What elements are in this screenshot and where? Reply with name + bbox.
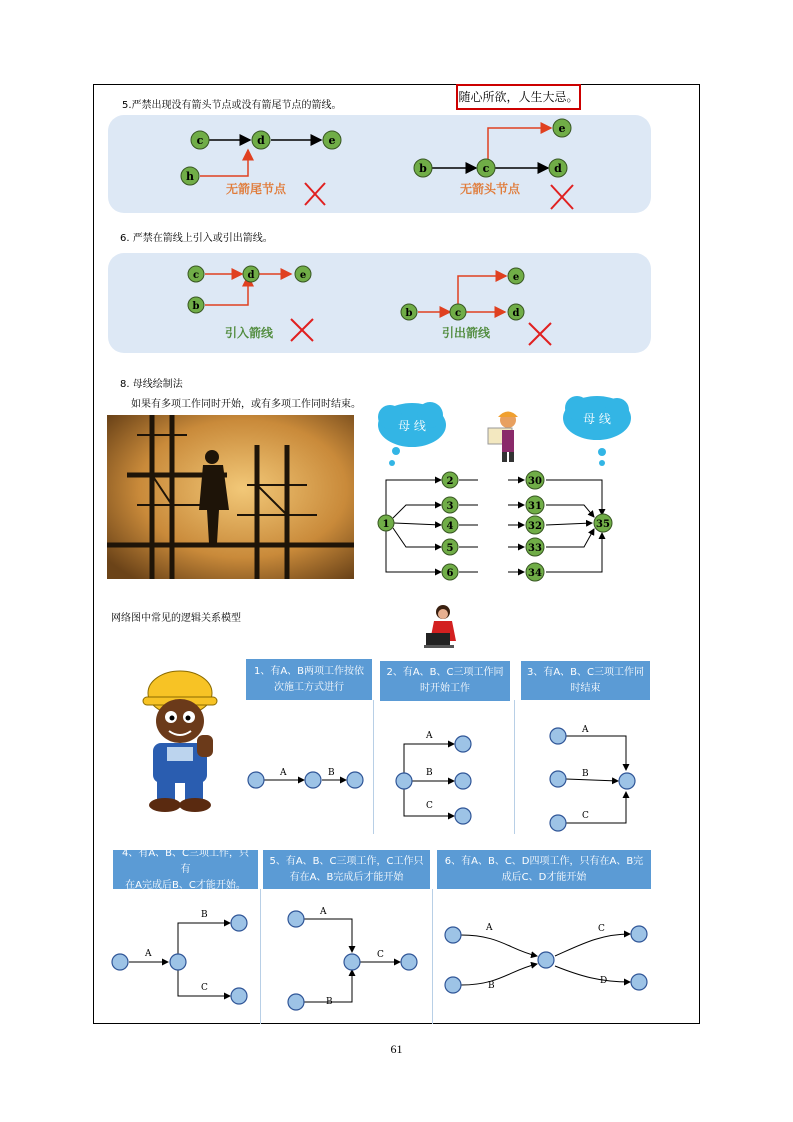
svg-text:C: C bbox=[582, 811, 589, 821]
bubble-left bbox=[370, 395, 470, 475]
node-b bbox=[414, 159, 432, 177]
svg-text:1: 1 bbox=[382, 519, 390, 530]
worker-cartoon-icon bbox=[486, 408, 528, 463]
woman-laptop-icon bbox=[420, 603, 462, 651]
svg-text:e: e bbox=[328, 134, 336, 147]
rule6-diagram bbox=[108, 253, 651, 353]
svg-text:d: d bbox=[247, 270, 255, 281]
svg-text:34: 34 bbox=[528, 568, 542, 579]
svg-text:b: b bbox=[419, 162, 427, 175]
model3-title: 3、有A、B、C三项工作同 时结束 bbox=[521, 661, 650, 700]
svg-text:35: 35 bbox=[596, 519, 610, 530]
svg-text:d: d bbox=[257, 134, 265, 147]
bubble-right bbox=[555, 388, 645, 468]
svg-text:B: B bbox=[426, 768, 433, 778]
node-c bbox=[450, 304, 466, 320]
rule6-left-label: 引入箭线 bbox=[224, 326, 274, 340]
node-c bbox=[477, 159, 495, 177]
svg-text:c: c bbox=[454, 308, 462, 319]
svg-text:b: b bbox=[192, 301, 200, 312]
node-e bbox=[295, 266, 311, 282]
svg-text:母 线: 母 线 bbox=[398, 419, 426, 433]
rule8-desc: 如果有多项工作同时开始，或有多项工作同时结束。 bbox=[131, 399, 361, 410]
node-31 bbox=[526, 496, 544, 514]
construction-photo bbox=[107, 415, 354, 579]
models-top-diagrams bbox=[240, 700, 660, 840]
rule5-title: 5.严禁出现没有箭头节点或没有箭尾节点的箭线。 bbox=[122, 100, 342, 111]
node-d bbox=[549, 159, 567, 177]
svg-text:c: c bbox=[192, 270, 200, 281]
node-4 bbox=[442, 517, 458, 533]
svg-text:33: 33 bbox=[528, 543, 542, 554]
node-d bbox=[252, 131, 270, 149]
svg-text:C: C bbox=[598, 924, 605, 934]
svg-text:31: 31 bbox=[528, 501, 542, 512]
node-5 bbox=[442, 539, 458, 555]
models-bottom-diagrams bbox=[100, 890, 660, 1020]
svg-text:30: 30 bbox=[528, 476, 542, 487]
svg-text:h: h bbox=[186, 170, 194, 183]
node-32 bbox=[526, 516, 544, 534]
svg-text:A: A bbox=[320, 907, 327, 917]
node-30 bbox=[526, 471, 544, 489]
node-e bbox=[553, 119, 571, 137]
node-c bbox=[188, 266, 204, 282]
svg-text:A: A bbox=[486, 923, 493, 933]
model5-title: 5、有A、B、C三项工作，C工作只 有在A、B完成后才能开始 bbox=[263, 850, 430, 889]
node-h bbox=[181, 167, 199, 185]
svg-text:B: B bbox=[328, 768, 335, 778]
rule8-title: 8. 母线绘制法 bbox=[120, 379, 183, 390]
svg-text:B: B bbox=[201, 910, 208, 920]
node-35 bbox=[594, 514, 612, 532]
svg-text:C: C bbox=[426, 801, 433, 811]
cross-icon bbox=[529, 323, 551, 345]
model2-title: 2、有A、B、C三项工作同 时开始工作 bbox=[380, 661, 510, 701]
bus-line-diagram bbox=[376, 465, 616, 585]
node-c bbox=[191, 131, 209, 149]
svg-text:C: C bbox=[377, 950, 384, 960]
callout-box: 随心所欲，人生大忌。 bbox=[456, 84, 581, 110]
svg-text:D: D bbox=[600, 976, 608, 986]
svg-text:C: C bbox=[201, 983, 208, 993]
page-number: 61 bbox=[390, 1042, 403, 1056]
svg-text:d: d bbox=[554, 162, 562, 175]
node-d bbox=[508, 304, 524, 320]
cross-icon bbox=[305, 183, 325, 205]
svg-text:A: A bbox=[145, 949, 152, 959]
svg-text:B: B bbox=[582, 769, 589, 779]
svg-text:B: B bbox=[488, 981, 495, 991]
svg-text:4: 4 bbox=[446, 521, 454, 532]
svg-text:c: c bbox=[196, 134, 204, 147]
node-34 bbox=[526, 563, 544, 581]
svg-text:e: e bbox=[512, 272, 520, 283]
model4-title: 4、有A、B、C三项工作，只有 在A完成后B、C才能开始。 bbox=[113, 850, 258, 889]
node-e bbox=[508, 268, 524, 284]
svg-text:6: 6 bbox=[446, 568, 454, 579]
svg-text:A: A bbox=[426, 731, 433, 741]
svg-text:c: c bbox=[482, 162, 490, 175]
svg-text:d: d bbox=[512, 308, 520, 319]
model6-title: 6、有A、B、C、D四项工作，只有在A、B完 成后C、D才能开始 bbox=[437, 850, 651, 889]
model1-title: 1、有A、B两项工作按依 次施工方式进行 bbox=[246, 659, 372, 700]
node-e bbox=[323, 131, 341, 149]
node-6 bbox=[442, 564, 458, 580]
svg-text:e: e bbox=[299, 270, 307, 281]
cross-icon bbox=[551, 185, 573, 209]
rule6-title: 6. 严禁在箭线上引入或引出箭线。 bbox=[120, 233, 273, 244]
svg-text:b: b bbox=[405, 308, 413, 319]
node-3 bbox=[442, 497, 458, 513]
svg-text:5: 5 bbox=[446, 543, 454, 554]
node-2 bbox=[442, 472, 458, 488]
svg-text:32: 32 bbox=[528, 521, 542, 532]
rule5-diagram bbox=[108, 115, 651, 213]
node-b bbox=[401, 304, 417, 320]
node-d bbox=[243, 266, 259, 282]
svg-text:A: A bbox=[582, 725, 589, 735]
svg-text:B: B bbox=[326, 997, 333, 1007]
models-heading: 网络图中常见的逻辑关系模型 bbox=[111, 613, 241, 624]
svg-text:A: A bbox=[280, 768, 287, 778]
svg-text:母 线: 母 线 bbox=[583, 412, 611, 426]
node-b bbox=[188, 297, 204, 313]
svg-text:3: 3 bbox=[446, 501, 454, 512]
construction-worker-cartoon bbox=[137, 663, 223, 815]
rule5-right-label: 无箭头节点 bbox=[459, 182, 521, 196]
node-1 bbox=[378, 515, 394, 531]
node-33 bbox=[526, 538, 544, 556]
cross-icon bbox=[291, 319, 313, 341]
svg-text:e: e bbox=[558, 122, 566, 135]
svg-text:2: 2 bbox=[446, 476, 454, 487]
rule6-right-label: 引出箭线 bbox=[441, 326, 491, 340]
rule5-left-label: 无箭尾节点 bbox=[225, 182, 287, 196]
